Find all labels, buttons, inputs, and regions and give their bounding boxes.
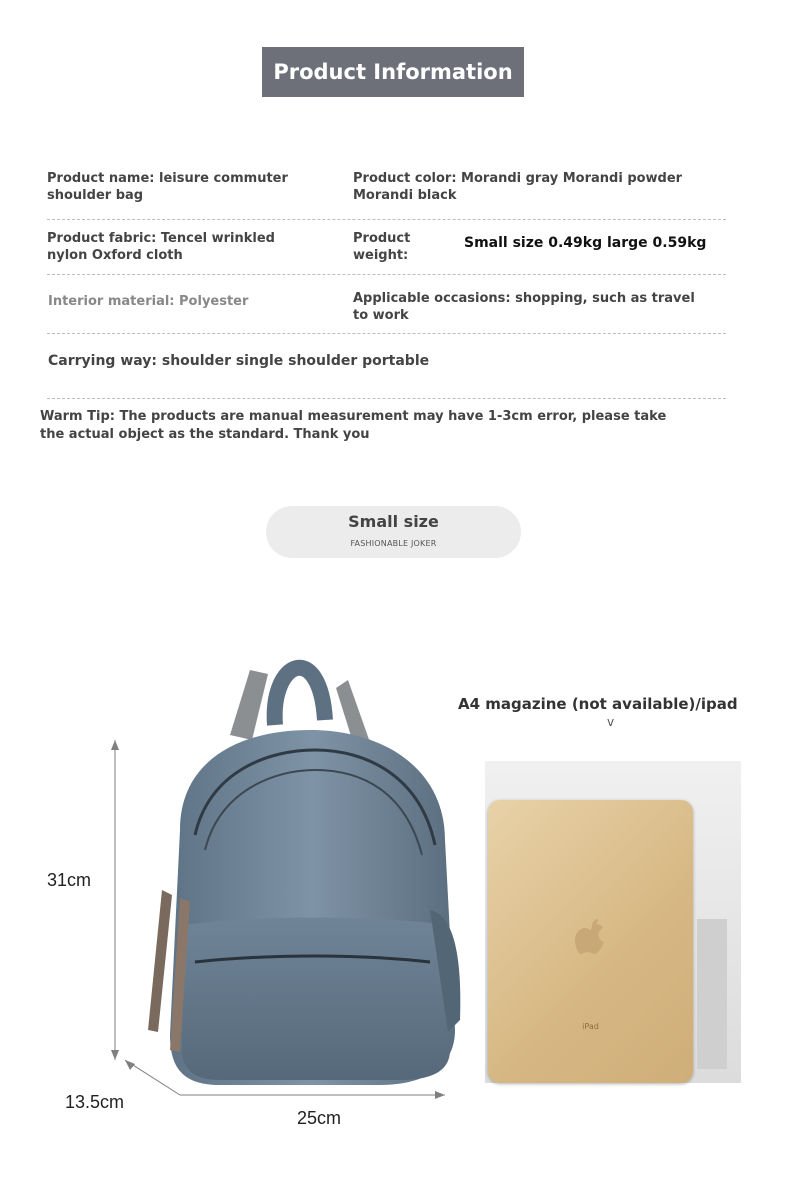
spec-divider [47,333,726,334]
ipad-text: iPad [582,1022,599,1031]
spec-product-color: Product color: Morandi gray Morandi powder Morandi black [353,171,683,203]
dimension-depth: 13.5cm [65,1092,125,1112]
dimension-width: 25cm [297,1108,342,1128]
ipad-illustration [488,800,693,1083]
spec-product-name: Product name: leisure commuter shoulder bag [47,171,288,203]
spec-divider [47,398,726,399]
spec-divider [47,274,726,275]
warm-tip: Warm Tip: The products are manual measurement may have 1-3cm error, please take the actual object as the standard. Thank you [40,409,667,442]
magazine-inner-page [697,919,727,1069]
spec-divider [47,219,726,220]
spec-product-fabric: Product fabric: Tencel wrinkled nylon Oxford cloth [47,231,275,263]
size-pill-title: Small size [348,512,439,531]
spec-occasions: Applicable occasions: shopping, such as travel to work [353,291,695,323]
backpack-illustration [100,640,480,1120]
chevron-down-icon: v [607,715,615,729]
page-title: Product Information [262,47,524,97]
size-pill-subtitle: FASHIONABLE JOKER [350,539,437,548]
spec-carrying-way: Carrying way: shoulder single shoulder portable [48,353,430,369]
spec-weight-label: Product weight: [353,231,411,263]
dimension-height: 31cm [47,870,92,890]
spec-interior-material: Interior material: Polyester [48,294,249,309]
size-pill [266,506,521,558]
spec-weight-value: Small size 0.49kg large 0.59kg [464,235,707,251]
apple-logo-icon [575,918,607,956]
comparison-label: A4 magazine (not available)/ipad [458,695,738,713]
